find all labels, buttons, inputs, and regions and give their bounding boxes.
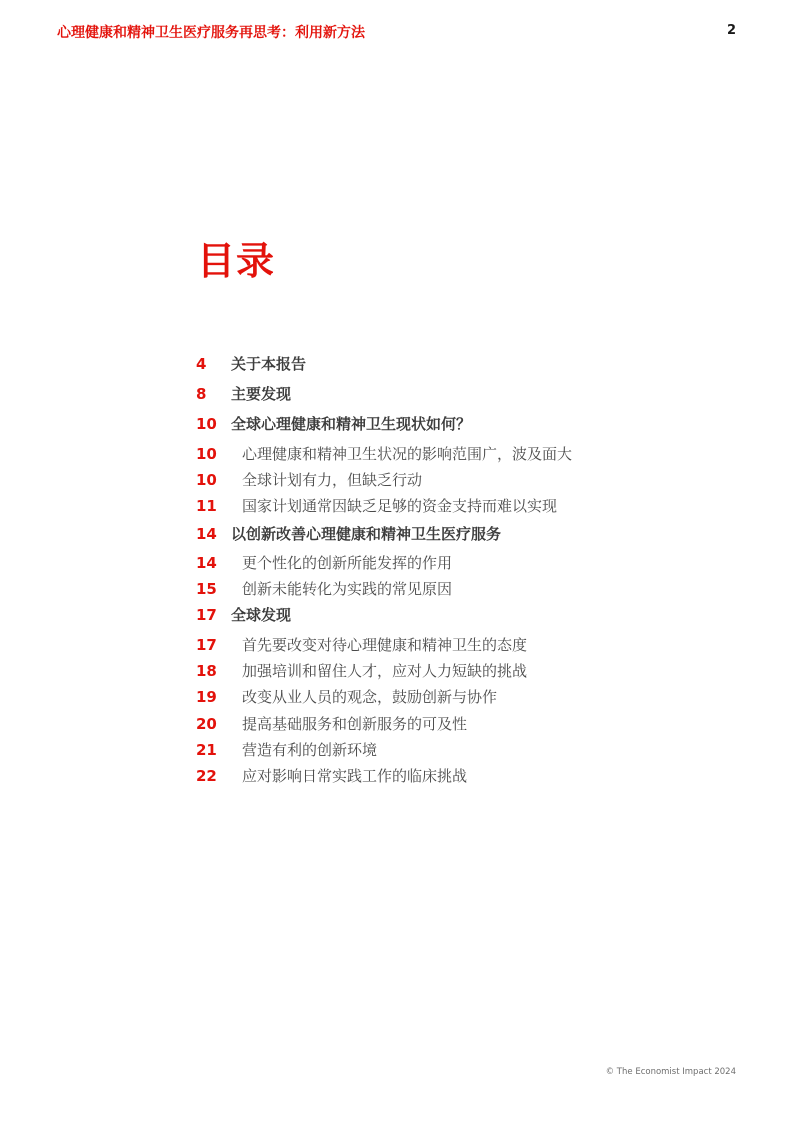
toc-entry-title: 国家计划通常因缺乏足够的资金支持而难以实现 [242,497,558,515]
toc-entry-title: 首先要改变对待心理健康和精神卫生的态度 [242,636,528,654]
running-title: 心理健康和精神卫生医疗服务再思考：利用新方法 [57,25,365,41]
toc-entry-page-number: 21 [196,741,217,759]
toc-entry-title: 创新未能转化为实践的常见原因 [242,580,453,598]
toc-entry-page-number: 10 [196,445,217,463]
toc-heading: 目录 [197,239,276,283]
toc-entry-title: 全球计划有力，但缺乏行动 [242,471,423,489]
toc-entry-page-number: 17 [196,606,217,624]
toc-entry-title: 关于本报告 [231,355,307,373]
toc-entry-page-number: 18 [196,662,217,680]
toc-entry-page-number: 15 [196,580,217,598]
toc-entry-page-number: 4 [196,355,207,373]
toc-entry-title: 营造有利的创新环境 [242,741,378,759]
toc-entry-page-number: 8 [196,385,207,403]
toc-entry-page-number: 19 [196,688,217,706]
toc-entry-title: 全球心理健康和精神卫生现状如何？ [231,415,472,433]
toc-entry-title: 以创新改善心理健康和精神卫生医疗服务 [231,525,502,543]
toc-entry-title: 加强培训和留住人才，应对人力短缺的挑战 [242,662,528,680]
toc-entry-title: 改变从业人员的观念，鼓励创新与协作 [242,688,498,706]
toc-entry-page-number: 14 [196,554,217,572]
toc-entry-title: 全球发现 [231,606,292,624]
toc-entry-page-number: 20 [196,715,217,733]
toc-entry-title: 提高基础服务和创新服务的可及性 [242,715,468,733]
toc-entry-title: 主要发现 [231,385,292,403]
toc-entry-page-number: 11 [196,497,217,515]
toc-entry-page-number: 10 [196,415,217,433]
toc-entry-page-number: 22 [196,767,217,785]
toc-entry-page-number: 17 [196,636,217,654]
toc-entry-title: 应对影响日常实践工作的临床挑战 [242,767,468,785]
toc-entry-page-number: 14 [196,525,217,543]
toc-entry-page-number: 10 [196,471,217,489]
toc-entry-title: 更个性化的创新所能发挥的作用 [242,554,453,572]
toc-entry-title: 心理健康和精神卫生状况的影响范围广，波及面大 [242,445,573,463]
copyright: © The Economist Impact 2024 [605,1067,736,1077]
page-number: 2 [726,23,736,38]
